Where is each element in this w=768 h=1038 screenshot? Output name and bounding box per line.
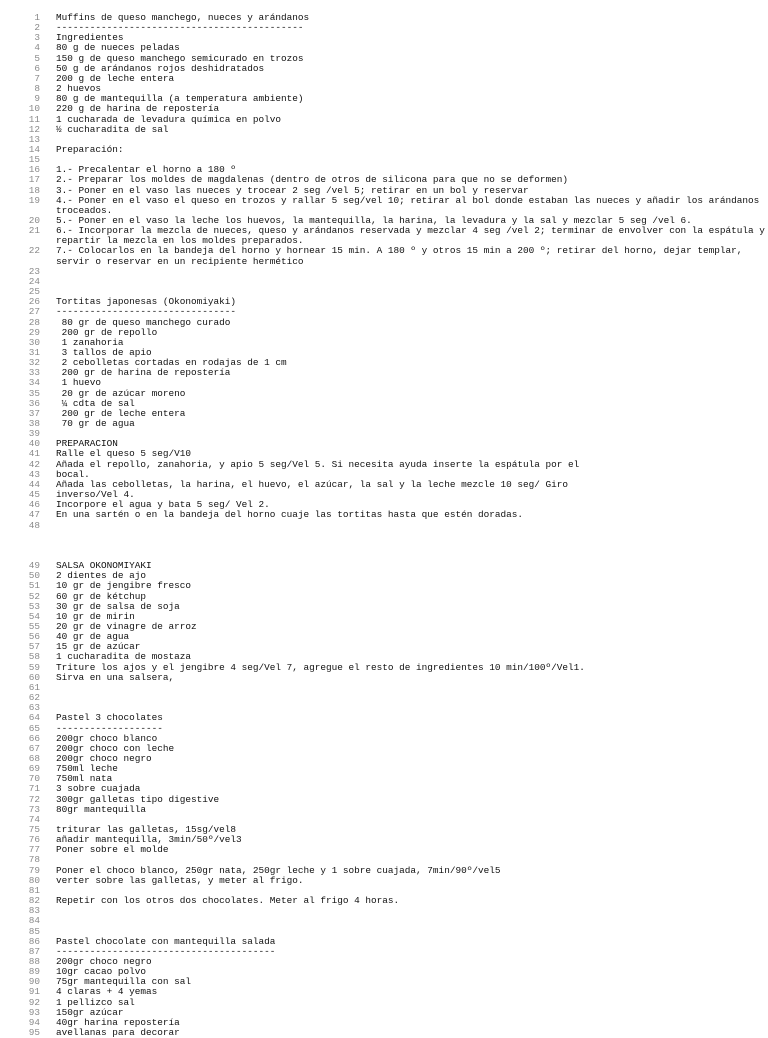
line-text: -------------------------------------------- xyxy=(56,22,304,34)
line-text: 80 g de mantequilla (a temperatura ambiente) xyxy=(56,93,304,105)
line-number: 73 xyxy=(28,803,40,815)
line-number: 15 xyxy=(28,154,40,166)
line-number: 23 xyxy=(28,265,40,277)
line-number: 92 xyxy=(28,996,40,1008)
line-number: 83 xyxy=(28,905,40,917)
line-text: 4.- Poner en el vaso el queso en trozos y rallar 5 seg/vel 10; retirar al bol donde estaban las nueces y añadir los arándanos xyxy=(56,194,760,206)
line-number: 63 xyxy=(28,702,40,714)
line-number: 78 xyxy=(28,854,40,866)
line-text: Preparación: xyxy=(56,143,124,155)
line-text: inverso/Vel 4. xyxy=(56,489,135,501)
line-number: 82 xyxy=(28,895,40,907)
line-number: 47 xyxy=(28,509,40,521)
line-text: Triture los ajos y el jengibre 4 seg/Vel 7, agregue el resto de ingredientes 10 min/100º/Vel1. xyxy=(56,661,585,673)
line-number: 89 xyxy=(28,966,40,978)
line-text: 40 gr de agua xyxy=(56,631,130,643)
line-number: 39 xyxy=(28,428,40,440)
line-number: 57 xyxy=(28,641,40,653)
line-number: 6 xyxy=(34,62,40,74)
line-number: 70 xyxy=(28,773,40,785)
line-number: 88 xyxy=(28,955,40,967)
line-number: 58 xyxy=(28,651,40,663)
line-number: 76 xyxy=(28,834,40,846)
line-number: 44 xyxy=(28,478,40,490)
line-number: 4 xyxy=(34,42,40,54)
line-text: repartir la mezcla en los moldes preparados. xyxy=(56,235,304,247)
line-number: 16 xyxy=(28,164,40,176)
line-number: 42 xyxy=(28,458,40,470)
line-text: 200gr choco blanco xyxy=(56,732,158,744)
line-number: 1 xyxy=(34,12,40,23)
line-number: 84 xyxy=(28,915,40,927)
line-number: 71 xyxy=(28,783,40,795)
line-number: 38 xyxy=(28,418,40,429)
line-number: 86 xyxy=(28,935,40,947)
line-number: 18 xyxy=(28,184,40,196)
line-number: 62 xyxy=(28,692,40,704)
line-number: 29 xyxy=(28,326,40,338)
line-text: 1 cucharadita de mostaza xyxy=(56,651,192,663)
line-text: 220 g de harina de repostería xyxy=(56,103,220,115)
line-number: 68 xyxy=(28,752,40,764)
line-number: 59 xyxy=(28,661,40,673)
line-text: 300gr galletas tipo digestive xyxy=(56,793,220,805)
line-text: 200 g de leche entera xyxy=(56,72,175,84)
line-number: 67 xyxy=(28,742,40,754)
line-text: Repetir con los otros dos chocolates. Meter al frigo 4 horas. xyxy=(56,895,400,907)
line-text: 2 huevos xyxy=(56,83,102,95)
line-text: Incorpore el agua y bata 5 seg/ Vel 2. xyxy=(56,499,270,511)
line-number: 54 xyxy=(28,610,40,622)
line-text: 15 gr de azúcar xyxy=(56,641,141,653)
line-text: 70 gr de agua xyxy=(56,418,135,429)
line-number: 95 xyxy=(28,1027,40,1038)
line-text: 80gr mantequilla xyxy=(56,803,147,815)
line-number: 48 xyxy=(28,519,40,531)
line-number: 37 xyxy=(28,407,40,419)
line-text: 10gr cacao polvo xyxy=(56,966,147,978)
line-number: 49 xyxy=(28,560,40,572)
line-text: 750ml nata xyxy=(56,773,113,785)
line-number: 13 xyxy=(28,133,40,145)
line-text: 30 gr de salsa de soja xyxy=(56,600,180,612)
line-number: 60 xyxy=(28,671,40,683)
line-number: 31 xyxy=(28,346,40,358)
line-number: 50 xyxy=(28,570,40,582)
line-text: 2 cebolletas cortadas en rodajas de 1 cm xyxy=(56,357,287,369)
line-number: 17 xyxy=(28,174,40,186)
line-text: triturar las galletas, 15sg/vel8 xyxy=(56,824,237,835)
line-text: Tortitas japonesas (Okonomiyaki) xyxy=(56,296,237,308)
line-text: verter sobre las galletas, y meter al frigo. xyxy=(56,874,304,886)
line-number: 14 xyxy=(28,143,40,155)
line-number: 61 xyxy=(28,681,40,693)
line-text: Pastel 3 chocolates xyxy=(56,712,163,724)
line-text: Poner el choco blanco, 250gr nata, 250gr leche y 1 sobre cuajada, 7min/90º/vel5 xyxy=(56,864,501,876)
line-number: 7 xyxy=(34,72,40,84)
line-text: 200gr choco negro xyxy=(56,955,152,967)
line-text: Poner sobre el molde xyxy=(56,844,169,856)
line-number: 43 xyxy=(28,468,40,480)
line-number: 72 xyxy=(28,793,40,805)
line-text: troceados. xyxy=(56,204,113,216)
line-text: 20 gr de azúcar moreno xyxy=(56,387,186,399)
line-text: 1.- Precalentar el horno a 180 º xyxy=(56,164,237,176)
line-text: Sirva en una salsera, xyxy=(56,671,175,683)
line-number: 55 xyxy=(28,621,40,632)
line-number: 91 xyxy=(28,986,40,998)
line-text: 75gr mantequilla con sal xyxy=(56,976,192,988)
line-text: 60 gr de kétchup xyxy=(56,590,147,602)
line-number: 41 xyxy=(28,448,40,460)
line-text: ½ cucharadita de sal xyxy=(56,123,169,135)
line-text: 1 huevo xyxy=(56,377,102,389)
line-number: 51 xyxy=(28,580,40,592)
line-text: 200gr choco con leche xyxy=(56,742,175,754)
line-number: 52 xyxy=(28,590,40,602)
line-text: ¼ cdta de sal xyxy=(56,397,135,409)
line-number: 79 xyxy=(28,864,40,876)
line-text: 2 dientes de ajo xyxy=(56,570,147,582)
line-number: 8 xyxy=(34,83,40,95)
line-number: 12 xyxy=(28,123,40,135)
line-number: 81 xyxy=(28,884,40,896)
line-text: añadir mantequilla, 3min/50º/vel3 xyxy=(56,834,242,846)
line-text: 3 sobre cuajada xyxy=(56,783,141,795)
line-number: 80 xyxy=(28,874,40,886)
line-text: Añada las cebolletas, la harina, el huevo, el azúcar, la sal y la leche mezcle 10 seg/ Giro xyxy=(56,478,568,490)
line-number: 30 xyxy=(28,336,40,348)
line-text: 3 tallos de apio xyxy=(56,346,152,358)
line-text: Ralle el queso 5 seg/V10 xyxy=(56,448,192,460)
line-text: 80 gr de queso manchego curado xyxy=(56,316,231,328)
line-text: 1 pellizco sal xyxy=(56,996,135,1008)
line-number: 66 xyxy=(28,732,40,744)
line-number: 11 xyxy=(28,113,40,125)
line-text: 40gr harina repostería xyxy=(56,1016,180,1028)
line-text: 750ml leche xyxy=(56,763,118,775)
line-text: --------------------------------------- xyxy=(56,945,276,957)
line-number: 74 xyxy=(28,813,40,825)
line-text: 1 zanahoria xyxy=(56,336,124,348)
line-number: 3 xyxy=(34,32,40,44)
line-number: 26 xyxy=(28,296,40,308)
line-number: 45 xyxy=(28,489,40,501)
line-number: 5 xyxy=(34,52,40,64)
line-number: 28 xyxy=(28,316,40,328)
line-text: 80 g de nueces peladas xyxy=(56,42,180,54)
line-text: 10 gr de jengibre fresco xyxy=(56,580,192,592)
line-number: 20 xyxy=(28,215,40,226)
line-text: SALSA OKONOMIYAKI xyxy=(56,560,152,572)
line-text: PREPARACION xyxy=(56,438,118,450)
line-text: 4 claras + 4 yemas xyxy=(56,986,158,998)
line-number: 64 xyxy=(28,712,40,724)
line-text: Pastel chocolate con mantequilla salada xyxy=(56,935,276,947)
line-number: 22 xyxy=(28,245,40,257)
line-text: 2.- Preparar los moldes de magdalenas (dentro de otros de silicona para que no se deformen) xyxy=(56,174,568,186)
line-text: 5.- Poner en el vaso la leche los huevos, la mantequilla, la harina, la levadura y la sal y mezclar 5 seg /vel 6. xyxy=(56,215,692,226)
line-number: 25 xyxy=(28,286,40,298)
line-number: 32 xyxy=(28,357,40,369)
line-number: 19 xyxy=(28,194,40,206)
line-number: 21 xyxy=(28,225,40,237)
line-number: 36 xyxy=(28,397,40,409)
line-number: 56 xyxy=(28,631,40,643)
line-number: 93 xyxy=(28,1006,40,1018)
line-text: 20 gr de vinagre de arroz xyxy=(56,621,197,632)
line-number: 94 xyxy=(28,1016,40,1028)
line-number: 40 xyxy=(28,438,40,450)
line-number: 77 xyxy=(28,844,40,856)
line-text: servir o reservar en un recipiente hermético xyxy=(56,255,304,267)
line-text: 7.- Colocarlos en la bandeja del horno y hornear 15 min. A 180 º y otros 15 min a 200 º; retirar del horno, dejar templar, xyxy=(56,245,743,257)
line-text: 50 g de arándanos rojos deshidratados xyxy=(56,62,265,74)
line-text: Muffins de queso manchego, nueces y arándanos xyxy=(56,12,310,23)
line-text: 3.- Poner en el vaso las nueces y trocear 2 seg /vel 5; retirar en un bol y reservar xyxy=(56,184,529,196)
line-text: 10 gr de mirin xyxy=(56,610,135,622)
line-number: 75 xyxy=(28,824,40,835)
line-number: 9 xyxy=(34,93,40,105)
line-text: bocal. xyxy=(56,468,90,480)
line-number: 46 xyxy=(28,499,40,511)
line-text: ------------------- xyxy=(56,722,163,734)
line-number: 87 xyxy=(28,945,40,957)
line-text: 150gr azúcar xyxy=(56,1006,124,1018)
line-text: 1 cucharada de levadura química en polvo xyxy=(56,113,282,125)
line-number: 53 xyxy=(28,600,40,612)
line-number: 24 xyxy=(28,275,40,287)
line-text: -------------------------------- xyxy=(56,306,237,318)
line-number: 69 xyxy=(28,763,40,775)
line-number: 2 xyxy=(34,22,40,34)
line-text: 200 gr de repollo xyxy=(56,326,158,338)
line-number: 35 xyxy=(28,387,40,399)
line-number: 65 xyxy=(28,722,40,734)
line-text: Ingredientes xyxy=(56,32,124,44)
line-text: avellanas para decorar xyxy=(56,1027,180,1038)
line-number: 90 xyxy=(28,976,40,988)
line-number: 33 xyxy=(28,367,40,379)
line-number: 27 xyxy=(28,306,40,318)
line-number: 10 xyxy=(28,103,40,115)
line-text: En una sartén o en la bandeja del horno cuaje las tortitas hasta que estén doradas. xyxy=(56,509,523,521)
line-text: Añada el repollo, zanahoria, y apio 5 seg/Vel 5. Si necesita ayuda inserte la espátula por el xyxy=(56,458,580,470)
line-number: 34 xyxy=(28,377,40,389)
line-text: 200 gr de leche entera xyxy=(56,407,186,419)
line-text: 200gr choco negro xyxy=(56,752,152,764)
line-number: 85 xyxy=(28,925,40,937)
line-text: 6.- Incorporar la mezcla de nueces, queso y arándanos reservada y mezclar 4 seg /vel 2; terminar de envolver con la espátula y xyxy=(56,225,765,237)
line-text: 150 g de queso manchego semicurado en trozos xyxy=(56,52,304,64)
line-text: 200 gr de harina de repostería xyxy=(56,367,231,379)
